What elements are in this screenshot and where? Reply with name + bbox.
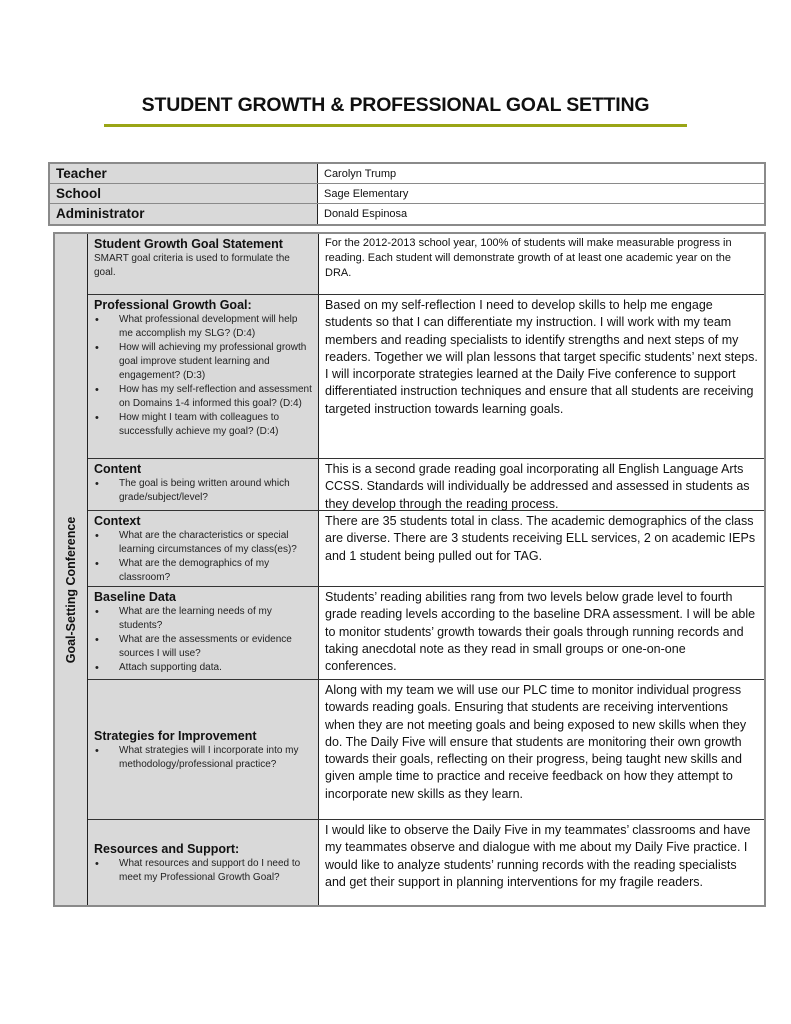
content-response[interactable]: This is a second grade reading goal incorporating all English Language Arts CCSS. Standards will individually be addressed and assessed in students as they develop through the reading process.	[325, 462, 750, 511]
info-row-administrator	[50, 204, 764, 224]
teacher-info-table	[48, 162, 766, 226]
prompt-bullets	[94, 477, 313, 505]
document-title: STUDENT GROWTH & PROFESSIONAL GOAL SETTING	[141, 94, 650, 116]
goal-rows	[88, 234, 764, 905]
school-name-field[interactable]: Sage Elementary	[318, 184, 764, 203]
bullet-item: • What strategies will I incorporate into my methodology/professional practice?	[94, 744, 313, 772]
prompt-bullets	[94, 744, 313, 772]
prompt-cell	[88, 680, 319, 819]
prompt-bullets	[94, 605, 313, 675]
row-baseline-data	[88, 587, 764, 680]
bullet-item: • What professional development will help me accomplish my SLG? (D:4)	[94, 313, 313, 341]
goal-setting-conference-label: Goal-Setting Conference	[64, 516, 78, 663]
section-heading: Content	[94, 462, 142, 476]
section-heading: Baseline Data	[94, 590, 176, 604]
strategies-response[interactable]: Along with my team we will use our PLC time to monitor individual progress towards reading goals. Ensuring that students are receiving interventions when they are not meeting goals and being exposed to new skills when they do. The Daily Five will ensure that students are monitoring their own growth towards their goals, reflecting on their progress, being taught new skills and given ample time to practice and receive feedback on how they attempt to incorporate new skills as they learn.	[325, 683, 747, 801]
resources-response[interactable]: I would like to observe the Daily Five in my teammates’ classrooms and have my teammates observe and dialogue with me about my Daily Five practice. I would like to analyze students’ running records with the reading specialists and get their support in planning interventions for my fragile readers.	[325, 823, 751, 889]
row-content	[88, 459, 764, 511]
section-heading: Student Growth Goal Statement	[94, 237, 283, 251]
bullet-item: • What are the characteristics or special learning circumstances of my class(es)?	[94, 529, 313, 557]
prompt-cell	[88, 820, 319, 905]
section-subtext: SMART goal criteria is used to formulate the goal.	[94, 253, 290, 278]
goal-setting-table	[53, 232, 766, 907]
baseline-data-response[interactable]: Students’ reading abilities rang from two levels below grade level to fourth grade reading levels according to the baseline DRA assessment. I will be able to monitor students’ growth towards their goals through running records and taking anecdotal note as they read in small groups or one-on-one conferences.	[325, 590, 756, 674]
teacher-name-field[interactable]: Carolyn Trump	[318, 164, 764, 183]
bullet-item: • What are the assessments or evidence sources I will use?	[94, 633, 313, 661]
bullet-item: • What are the demographics of my classroom?	[94, 557, 313, 585]
prompt-cell	[88, 295, 319, 458]
prompt-cell	[88, 234, 319, 294]
prompt-cell	[88, 459, 319, 510]
context-response[interactable]: There are 35 students total in class. The academic demographics of the class are diverse. There are 3 students receiving ELL services, 2 on academic IEPs and 1 student being pulled out for TAG.	[325, 514, 756, 563]
info-row-school	[50, 184, 764, 204]
section-heading: Context	[94, 514, 141, 528]
side-column	[55, 234, 88, 905]
bullet-item: • What are the learning needs of my students?	[94, 605, 313, 633]
section-heading: Resources and Support:	[94, 841, 240, 856]
info-row-teacher	[50, 164, 764, 184]
bullet-item: • The goal is being written around which grade/subject/level?	[94, 477, 313, 505]
info-label: Administrator	[50, 204, 318, 224]
prompt-bullets	[94, 313, 313, 439]
bullet-item: • How might I team with colleagues to successfully achieve my goal? (D:4)	[94, 411, 313, 439]
student-growth-goal-response[interactable]: For the 2012-2013 school year, 100% of students will make measurable progress in reading. Each student will demonstrate growth of at least one academic year on the DRA.	[325, 237, 732, 279]
bullet-item: • Attach supporting data.	[94, 661, 313, 675]
prompt-cell	[88, 511, 319, 586]
section-heading: Professional Growth Goal:	[94, 298, 252, 312]
row-context	[88, 511, 764, 587]
row-student-growth-goal	[88, 234, 764, 295]
row-strategies-for-improvement	[88, 680, 764, 820]
prompt-bullets	[94, 529, 313, 585]
prompt-bullets	[94, 857, 313, 885]
row-professional-growth-goal	[88, 295, 764, 459]
info-label: School	[50, 184, 318, 203]
info-label: Teacher	[50, 164, 318, 183]
professional-growth-goal-response[interactable]: Based on my self-reflection I need to develop skills to help me engage students so that I can differentiate my instruction. I will work with my team members and reading specialists to identify strengths and next steps of my readers. Together we will plan lessons that target specific students’ next steps. I will incorporate strategies learned at the Daily Five conference to support differentiated instruction techniques and ensure that all students are receiving targeted instruction towards learning goals.	[325, 298, 758, 416]
bullet-item: • How has my self-reflection and assessment on Domains 1-4 informed this goal? (D:4)	[94, 383, 313, 411]
row-resources-and-support	[88, 820, 764, 905]
bullet-item: • What resources and support do I need to meet my Professional Growth Goal?	[94, 857, 313, 885]
section-heading: Strategies for Improvement	[94, 728, 257, 743]
administrator-name-field[interactable]: Donald Espinosa	[318, 204, 764, 224]
prompt-cell	[88, 587, 319, 679]
bullet-item: • How will achieving my professional growth goal improve student learning and engagement? (D:3)	[94, 341, 313, 383]
title-underline	[104, 124, 687, 127]
